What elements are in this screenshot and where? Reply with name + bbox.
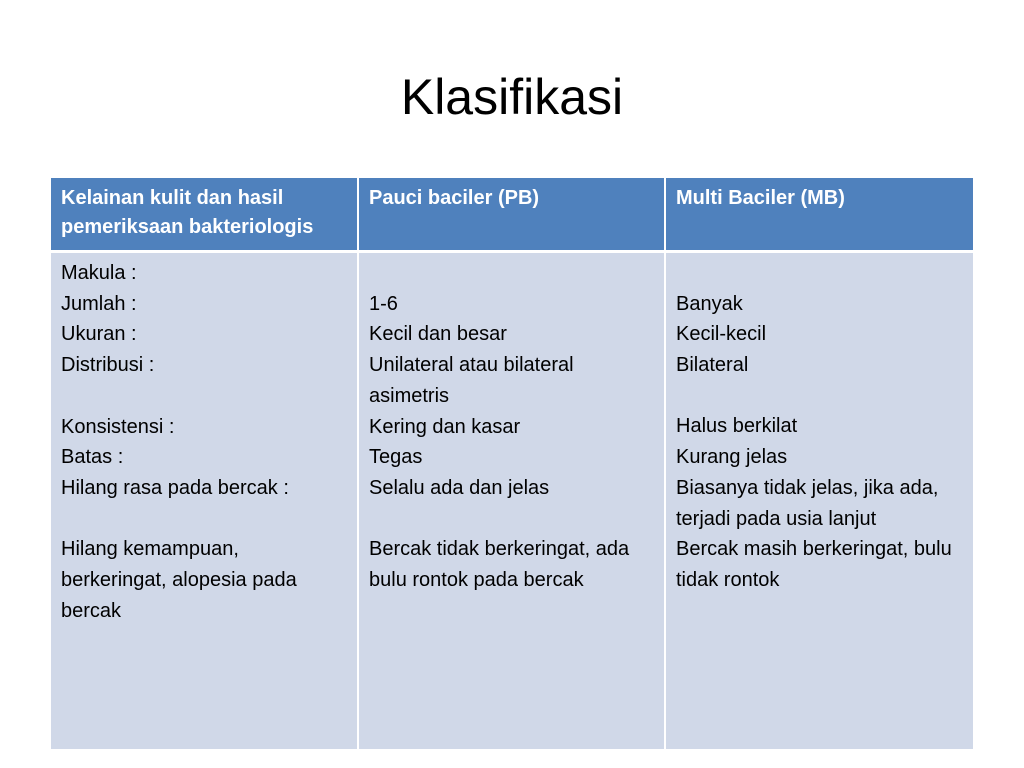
table-row xyxy=(51,252,973,749)
criteria-distribusi: Distribusi : xyxy=(61,354,155,377)
criteria-batas: Batas : xyxy=(61,446,124,469)
mb-spacer xyxy=(676,381,963,412)
criteria-spacer xyxy=(61,381,347,412)
slide-title: Klasifikasi xyxy=(400,69,624,125)
mb-batas: Kurang jelas xyxy=(676,446,788,469)
pb-batas: Tegas xyxy=(369,446,423,469)
mb-hilang-kemampuan: Bercak masih berkeringat, bulu tidak rontok xyxy=(676,538,952,591)
criteria-jumlah: Jumlah : xyxy=(61,292,137,315)
pb-konsistensi: Kering dan kasar xyxy=(369,415,521,438)
pb-hilang-kemampuan: Bercak tidak berkeringat, ada bulu rontok pada bercak xyxy=(369,538,630,591)
pb-hilang-rasa: Selalu ada dan jelas xyxy=(369,476,550,499)
pb-distribusi: Unilateral atau bilateral asimetris xyxy=(369,354,574,407)
cell-criteria xyxy=(51,252,358,749)
mb-ukuran: Kecil-kecil xyxy=(676,323,767,346)
mb-spacer xyxy=(676,258,963,289)
pb-spacer xyxy=(369,258,654,289)
mb-distribusi: Bilateral xyxy=(676,354,749,377)
header-kelainan-kulit: Kelainan kulit dan hasil pemeriksaan bakteriologis xyxy=(51,178,358,252)
cell-multi-baciler xyxy=(665,252,973,749)
mb-jumlah: Banyak xyxy=(676,292,743,315)
pb-ukuran: Kecil dan besar xyxy=(369,323,507,346)
pb-spacer xyxy=(369,504,654,535)
header-pauci-baciler: Pauci baciler (PB) xyxy=(358,178,665,252)
criteria-hilang-rasa: Hilang rasa pada bercak : xyxy=(61,476,289,499)
cell-pauci-baciler xyxy=(358,252,665,749)
criteria-hilang-kemampuan: Hilang kemampuan, berkeringat, alopesia pada bercak xyxy=(61,538,297,622)
criteria-makula: Makula : xyxy=(61,262,137,284)
criteria-konsistensi: Konsistensi : xyxy=(61,415,175,438)
mb-hilang-rasa: Biasanya tidak jelas, jika ada, terjadi pada usia lanjut xyxy=(676,476,939,530)
table-header-row xyxy=(51,178,973,252)
classification-table xyxy=(51,178,973,749)
header-multi-baciler: Multi Baciler (MB) xyxy=(665,178,973,252)
pb-jumlah: 1-6 xyxy=(369,292,398,315)
criteria-ukuran: Ukuran : xyxy=(61,323,137,346)
criteria-spacer xyxy=(61,504,347,535)
mb-konsistensi: Halus berkilat xyxy=(676,415,798,438)
